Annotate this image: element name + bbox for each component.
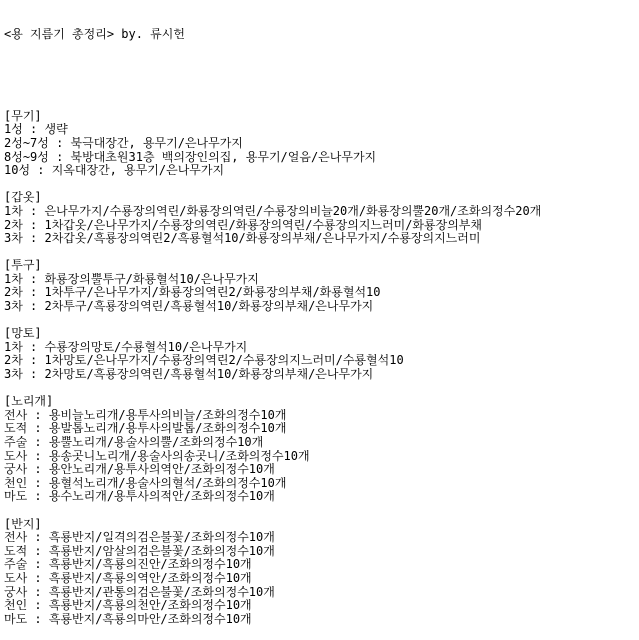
recipe-line: 전사 : 흑룡반지/일격의검은불꽃/조화의정수10개 <box>4 531 275 545</box>
recipe-line: 궁사 : 흑룡반지/관통의검은불꽃/조화의정수10개 <box>4 585 275 599</box>
recipe-line: 1성 : 생략 <box>4 123 68 137</box>
recipe-line: 2차 : 1차투구/은나무가지/화룡장의역린2/화룡장의부채/화룡혈석10 <box>4 286 381 300</box>
document-body <box>4 1 636 640</box>
section-header: [반지] <box>4 517 42 531</box>
sections-container <box>4 110 636 627</box>
recipe-line: 주술 : 흑룡반지/흑룡의진안/조화의정수10개 <box>4 558 252 572</box>
recipe-line: 궁사 : 용안노리개/용투사의역안/조화의정수10개 <box>4 463 275 477</box>
section-block <box>4 191 636 259</box>
section-block <box>4 395 636 517</box>
recipe-line: 천인 : 흑룡반지/흑룡의천안/조화의정수10개 <box>4 599 252 613</box>
recipe-line: 10성 : 지옥대장간, 용무기/은나무가지 <box>4 164 225 178</box>
section-header: [노리개] <box>4 395 54 409</box>
recipe-line: 3차 : 2차망토/흑룡장의역린/흑룡혈석10/화룡장의부채/은나무가지 <box>4 368 374 382</box>
recipe-line: 마도 : 흑룡반지/흑룡의마안/조화의정수10개 <box>4 612 252 626</box>
recipe-line: 2성~7성 : 북극대장간, 용무기/은나무가지 <box>4 136 243 150</box>
recipe-line: 8성~9성 : 북방대초원31층 백의장인의집, 용무기/얼음/은나무가지 <box>4 150 377 164</box>
recipe-line: 마도 : 용수노리개/용투사의적안/조화의정수10개 <box>4 490 275 504</box>
recipe-line: 천인 : 용혈석노리개/용술사의혈석/조화의정수10개 <box>4 476 287 490</box>
recipe-line: 도사 : 흑룡반지/흑룡의역안/조화의정수10개 <box>4 571 252 585</box>
section-header: [무기] <box>4 109 42 123</box>
recipe-line: 도사 : 용송곳니노리개/용술사의송곳니/조화의정수10개 <box>4 449 310 463</box>
blank-line <box>4 246 636 260</box>
document-title: <용 지름기 총정리> by. 류시헌 <box>4 28 185 42</box>
section-block <box>4 110 636 192</box>
recipe-line: 1차 : 은나무가지/수룡장의역린/화룡장의역린/수룡장의비늘20개/화룡장의뿔20개/조화의정수20개 <box>4 204 542 218</box>
section-block <box>4 259 636 327</box>
recipe-line: 1차 : 화룡장의뿔투구/화룡혈석10/은나무가지 <box>4 272 259 286</box>
recipe-line: 1차 : 수룡장의망토/수룡혈석10/은나무가지 <box>4 340 248 354</box>
blank-line <box>4 382 636 396</box>
blank-line <box>4 504 636 518</box>
recipe-line: 도적 : 용발톱노리개/용투사의발톱/조화의정수10개 <box>4 422 287 436</box>
recipe-line: 주술 : 용뿔노리개/용술사의뿔/조화의정수10개 <box>4 436 264 449</box>
section-block <box>4 327 636 395</box>
section-header: [망토] <box>4 327 42 341</box>
recipe-line: 3차 : 2차갑옷/흑룡장의역린2/흑룡혈석10/화룡장의부채/은나무가지/수룡장의지느러미 <box>4 232 481 246</box>
recipe-line: 2차 : 1차망토/은나무가지/수룡장의역린2/수룡장의지느러미/수룡혈석10 <box>4 354 404 368</box>
blank-line <box>4 69 636 83</box>
blank-line <box>4 314 636 328</box>
recipe-line: 도적 : 흑룡반지/암살의검은불꽃/조화의정수10개 <box>4 544 275 558</box>
recipe-line: 전사 : 용비늘노리개/용투사의비늘/조화의정수10개 <box>4 408 287 422</box>
blank-line <box>4 178 636 192</box>
section-header: [투구] <box>4 259 42 273</box>
recipe-line: 2차 : 1차갑옷/은나무가지/수룡장의역린/화룡장의역린/수룡장의지느러미/화룡장의부채 <box>4 218 482 232</box>
section-header: [갑옷] <box>4 191 42 205</box>
section-block <box>4 518 636 627</box>
recipe-line: 3차 : 2차투구/흑룡장의역린/흑룡혈석10/화룡장의부채/은나무가지 <box>4 300 374 314</box>
